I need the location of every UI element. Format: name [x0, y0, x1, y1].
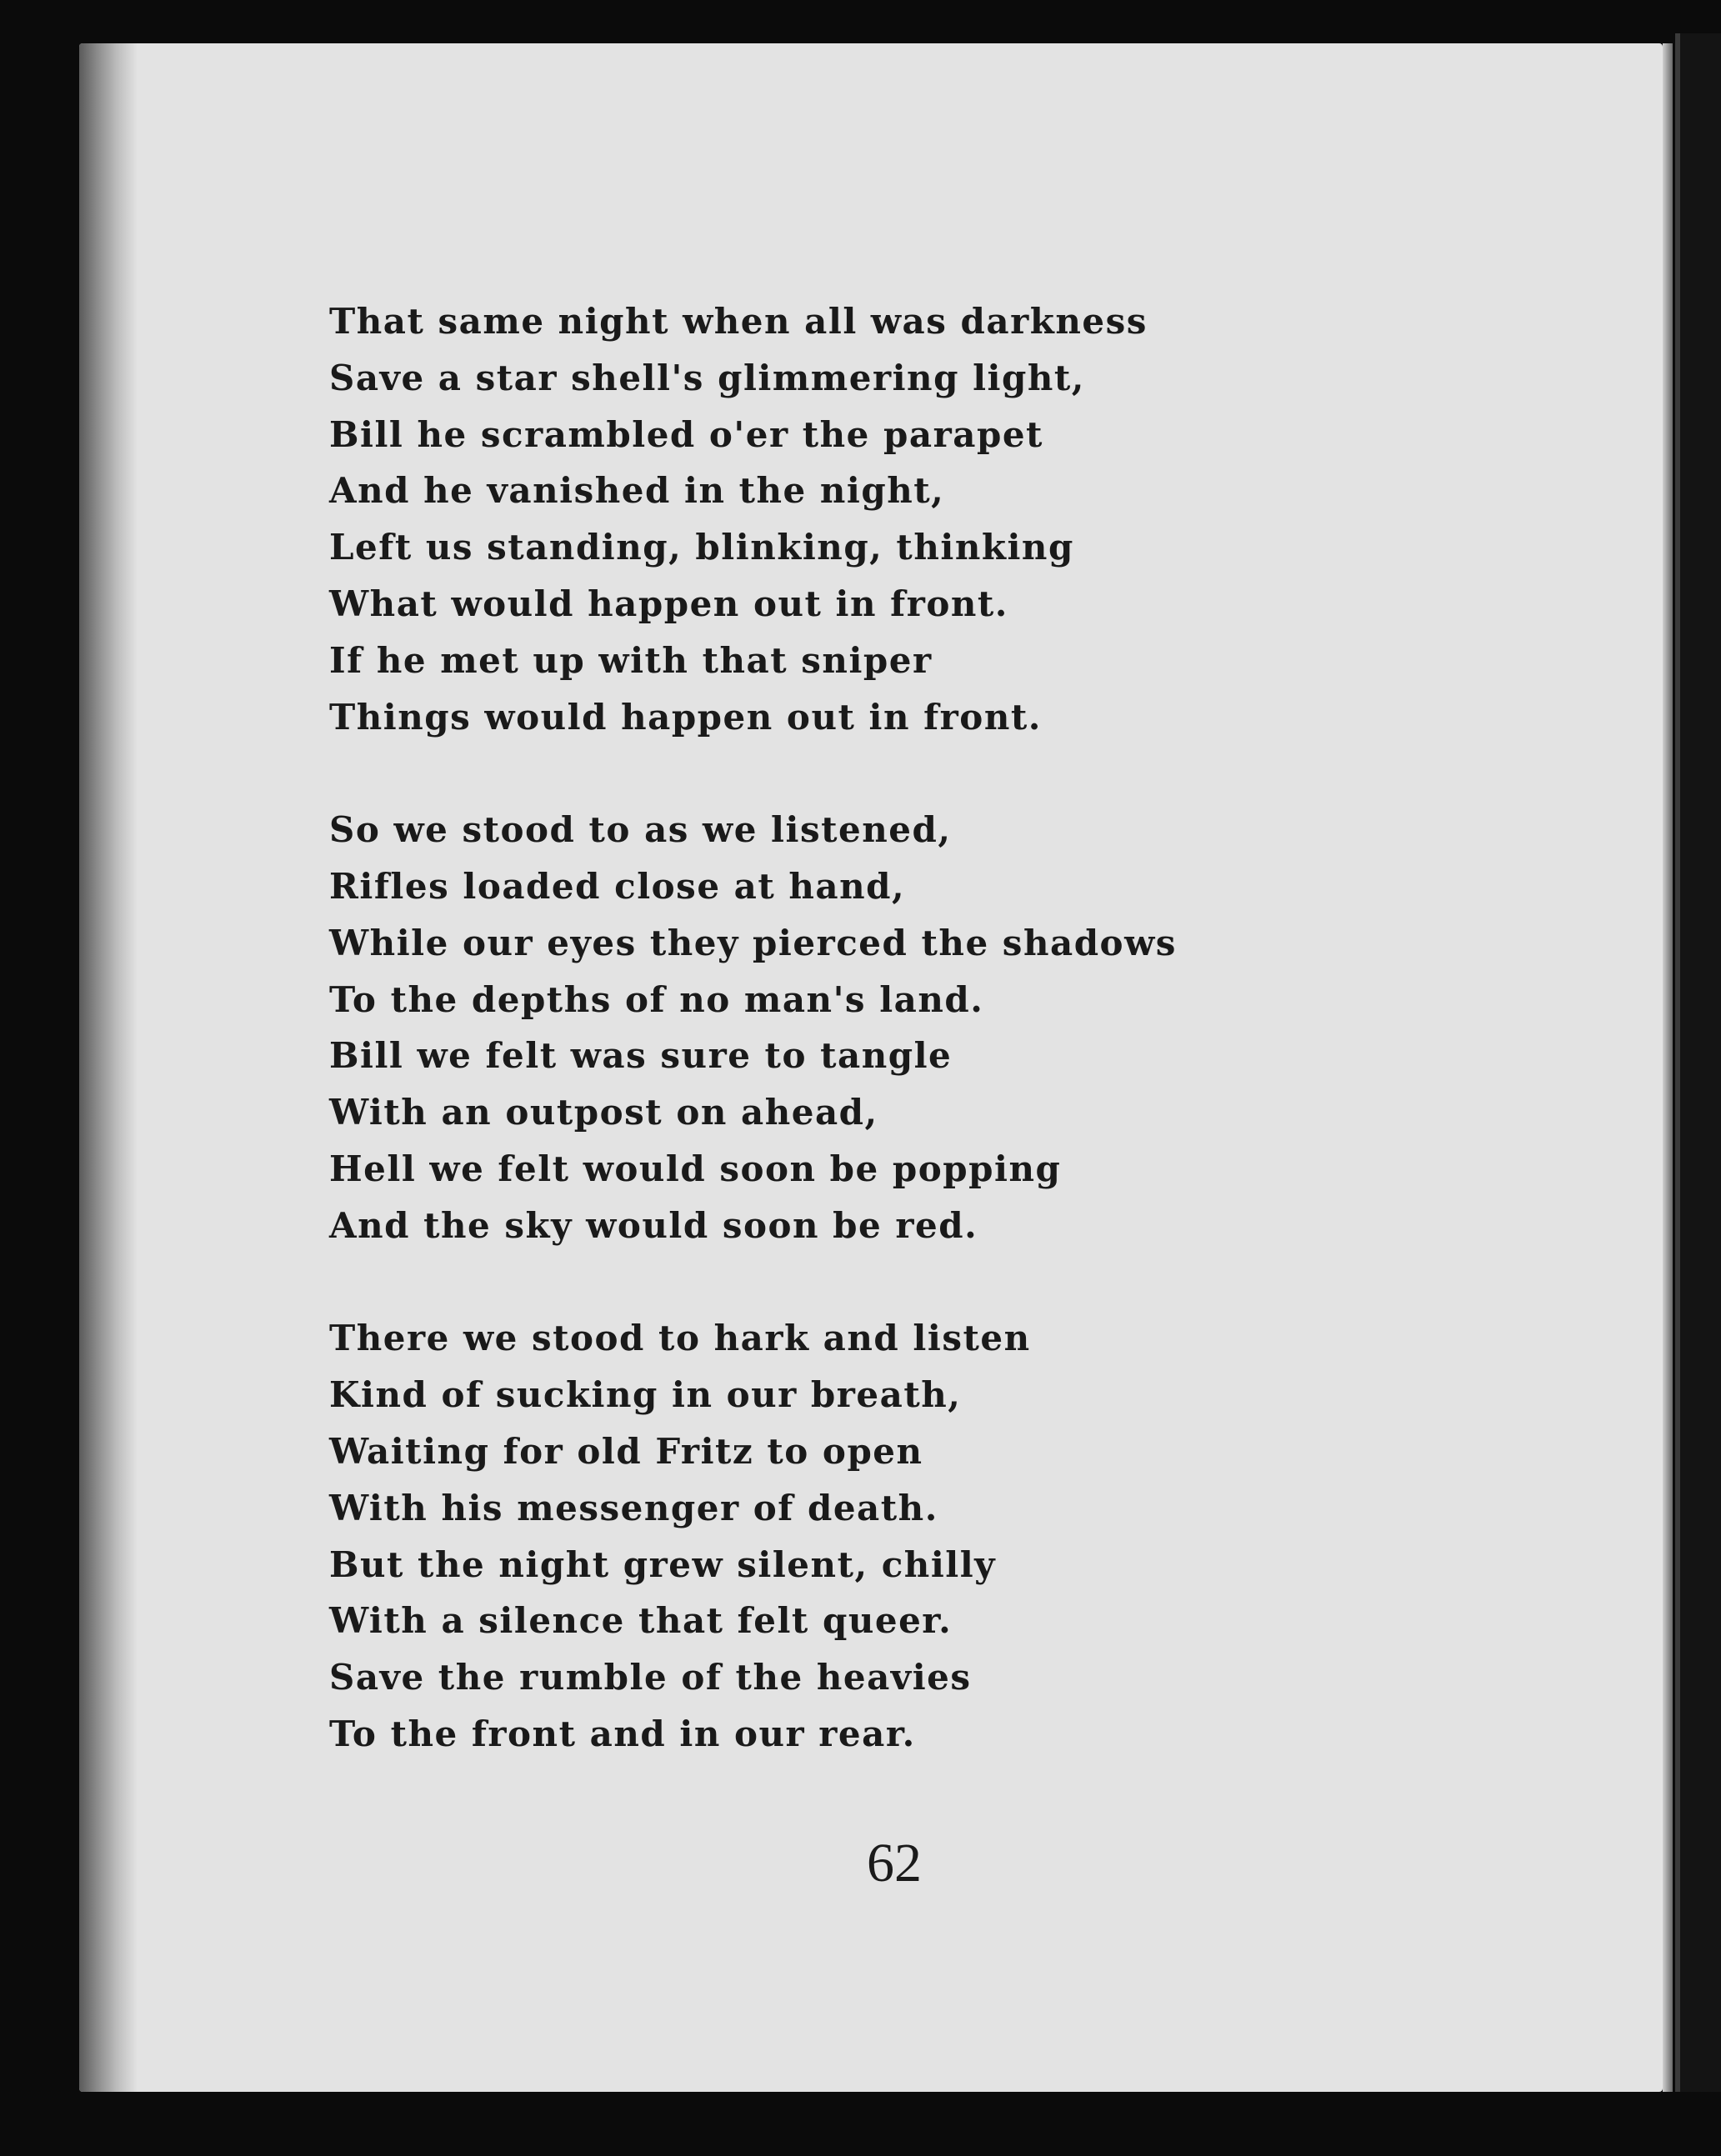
poem-line: What would happen out in front. — [329, 583, 1008, 624]
poem-line: And the sky would soon be red. — [329, 1204, 978, 1246]
stanza-1 — [329, 293, 1329, 745]
poem-line: Hell we felt would soon be popping — [329, 1148, 1062, 1189]
poem-line: Rifles loaded close at hand, — [329, 865, 906, 907]
poem-line: Bill he scrambled o'er the parapet — [329, 413, 1043, 455]
poem-line: With his messenger of death. — [329, 1487, 938, 1528]
poem-line: Kind of sucking in our breath, — [329, 1374, 962, 1416]
poem-line: With a silence that felt queer. — [329, 1600, 953, 1642]
poem-line: So we stood to as we listened, — [329, 809, 952, 851]
poem-line: To the depths of no man's land. — [329, 978, 984, 1020]
poem-line: Save the rumble of the heavies — [329, 1657, 972, 1698]
poem-line: With an outpost on ahead, — [329, 1092, 878, 1133]
stanza-3 — [329, 1310, 1329, 1762]
poem-line: While our eyes they pierced the shadows — [329, 922, 1177, 963]
poem-line: Things would happen out in front. — [329, 696, 1042, 738]
poem-line: There we stood to hark and listen — [329, 1318, 1031, 1359]
poem-line: If he met up with that sniper — [329, 639, 933, 681]
poem-line: And he vanished in the night, — [329, 470, 945, 512]
binding-shadow — [79, 43, 138, 2092]
poem-line: Waiting for old Fritz to open — [329, 1430, 923, 1472]
poem-line: To the front and in our rear. — [329, 1713, 916, 1754]
poem-text — [329, 293, 1329, 1763]
poem-line: Bill we felt was sure to tangle — [329, 1035, 953, 1077]
page-edge — [1663, 43, 1673, 2092]
stanza-2 — [329, 802, 1329, 1253]
poem-line: That same night when all was darkness — [329, 301, 1148, 342]
poem-line: Save a star shell's glimmering light, — [329, 357, 1085, 398]
poem-line: Left us standing, blinking, thinking — [329, 527, 1074, 568]
poem-line: But the night grew silent, chilly — [329, 1543, 997, 1585]
adjacent-page-edge — [1675, 33, 1721, 2092]
page-number: 62 — [867, 1833, 922, 1893]
